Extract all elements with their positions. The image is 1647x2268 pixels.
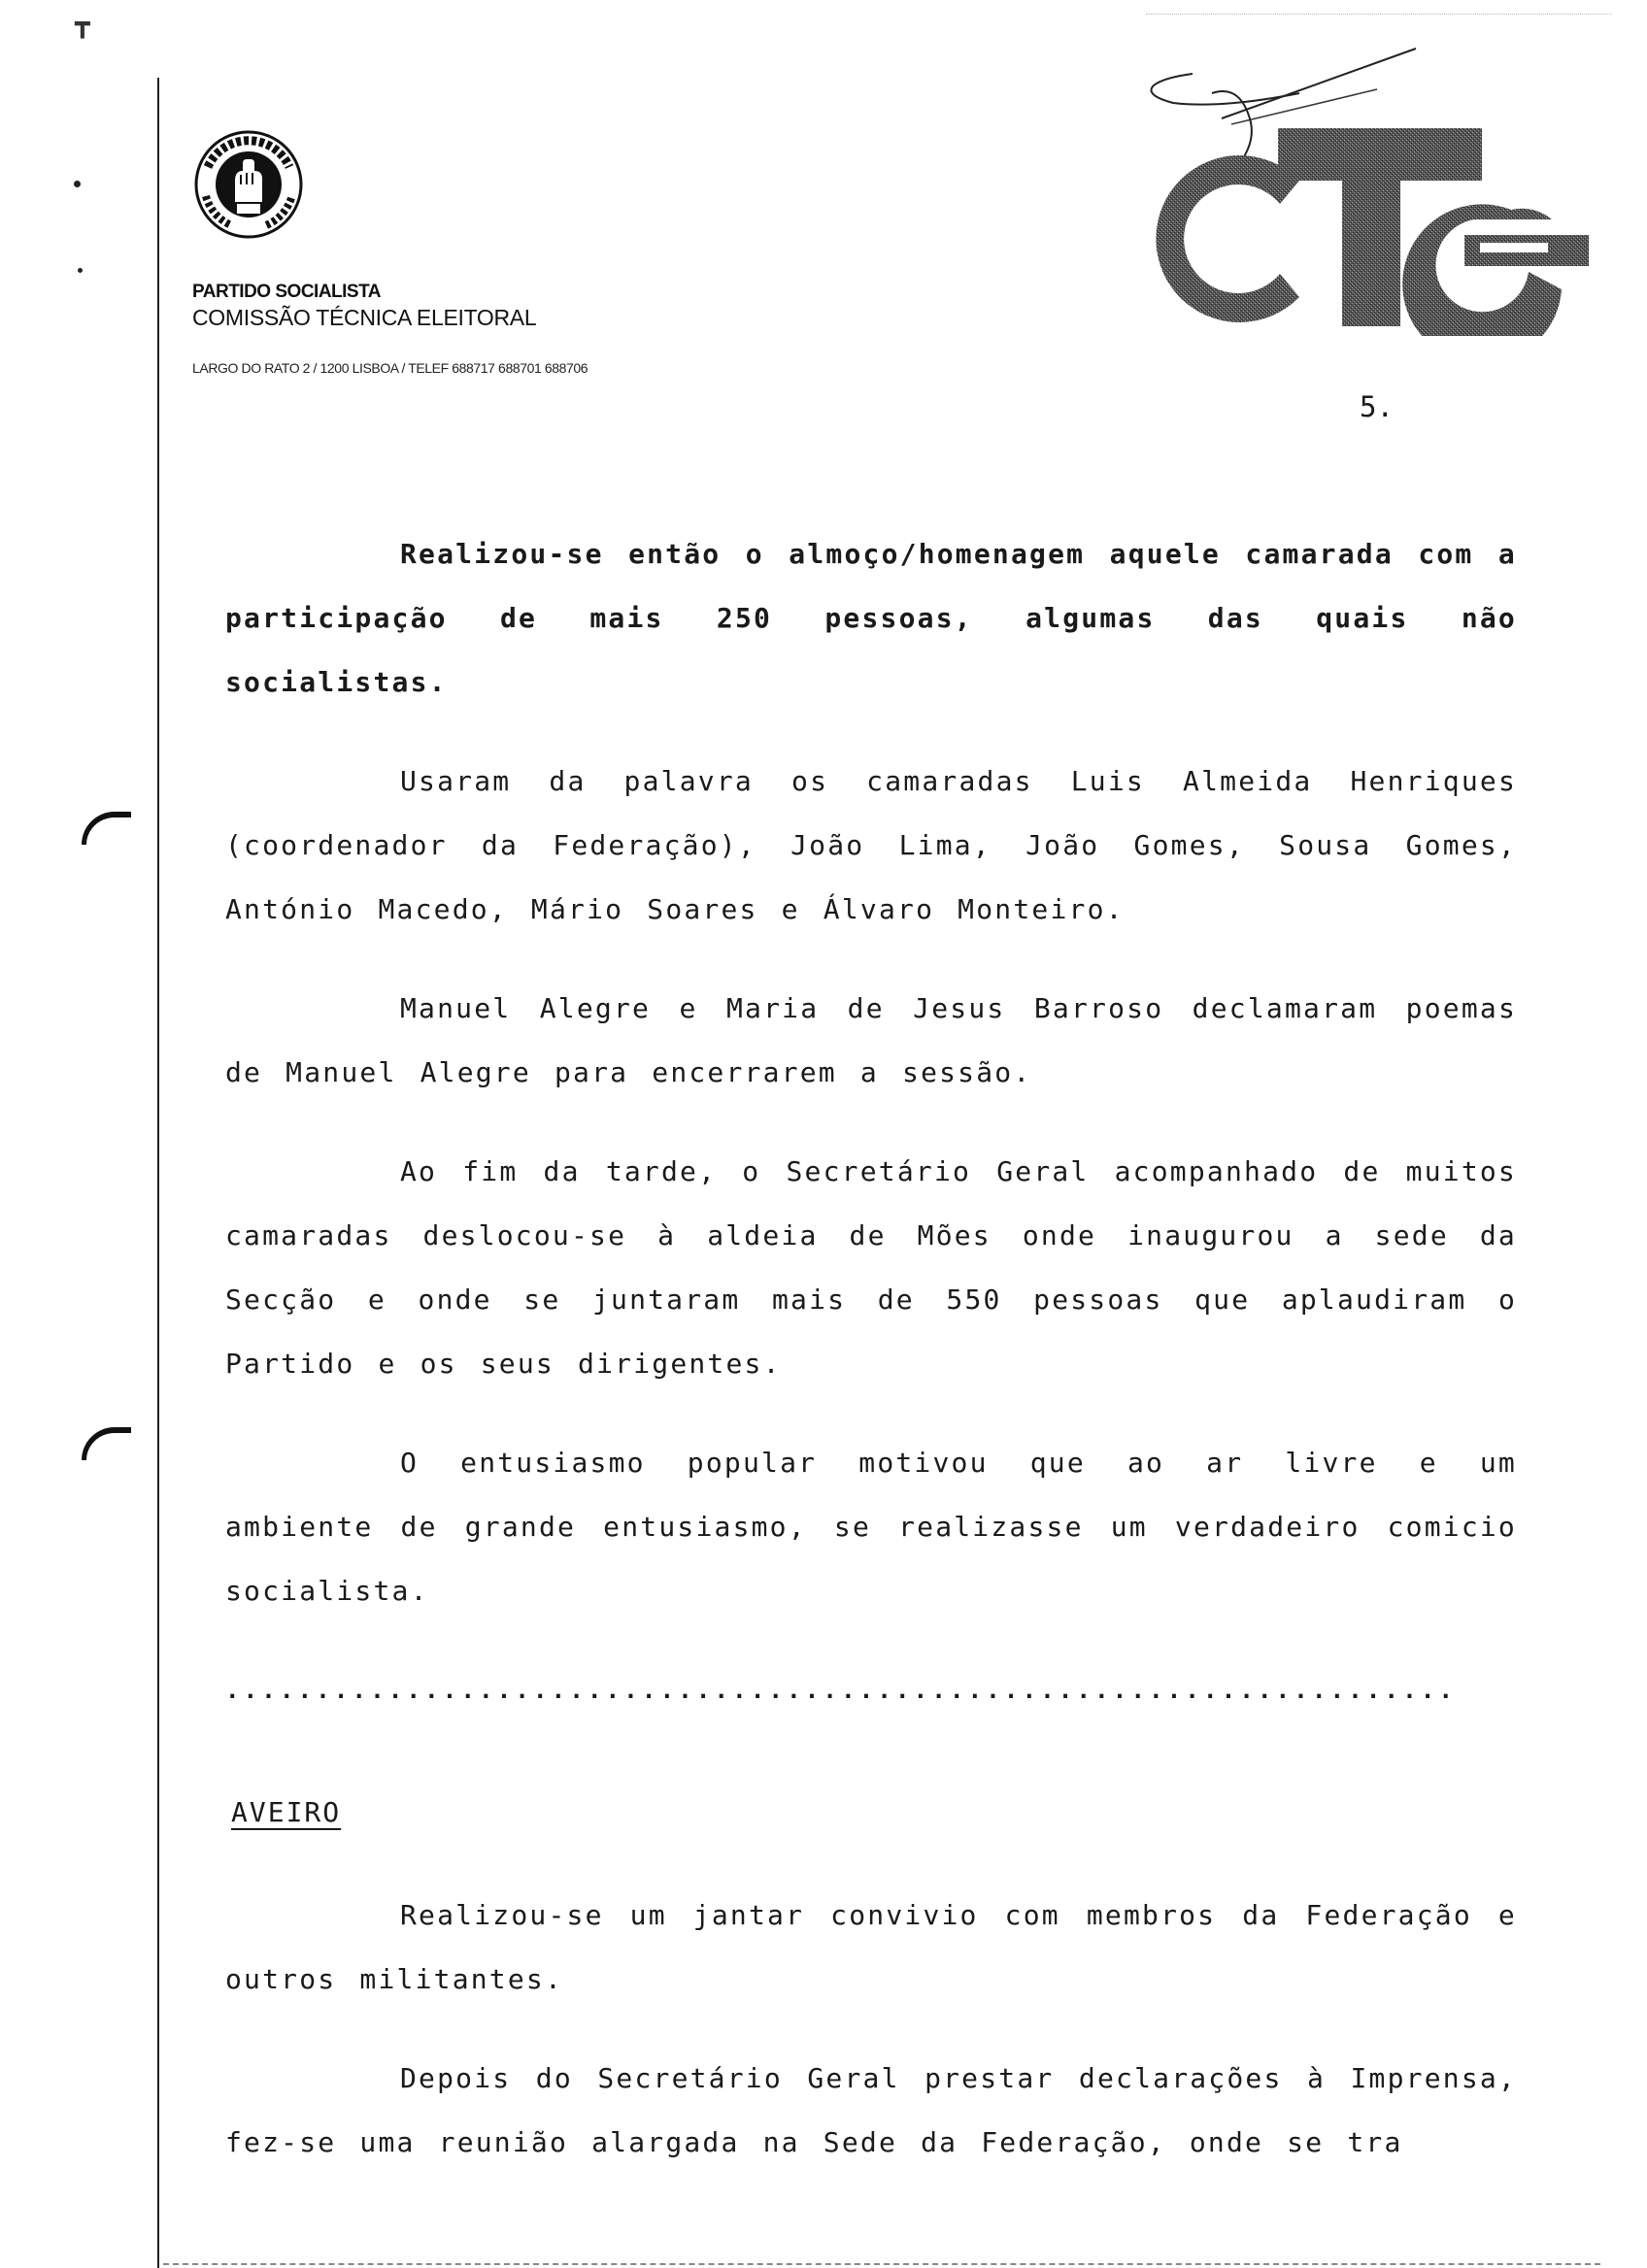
report-body bbox=[225, 522, 1517, 2210]
organization-name: PARTIDO SOCIALISTA bbox=[192, 282, 382, 302]
section-heading-aveiro: AVEIRO bbox=[231, 1796, 342, 1828]
paragraph-aveiro-dinner: Realizou-se um jantar convivio com membros da Federação e outros militantes. bbox=[225, 1899, 1517, 1995]
paragraph-lunch-tribute: Realizou-se então o almoço/homenagem aquele camarada com a participação de mais 250 pessoas, algumas das quais não socialistas. bbox=[225, 538, 1517, 698]
paragraph-rally: O entusiasmo popular motivou que ao ar livre e um ambiente de grande entusiasmo, se realizasse um verdadeiro comicio socialista. bbox=[225, 1447, 1517, 1607]
corner-tick-icon: ┳ bbox=[75, 10, 90, 39]
section-separator: .................................................................... bbox=[225, 1677, 1458, 1704]
paragraph-speakers: Usaram da palavra os camaradas Luis Almeida Henriques (coordenador da Federação), João Lima, João Gomes, Sousa Gomes, António Macedo, Mário Soares e Álvaro Monteiro. bbox=[225, 765, 1517, 925]
top-edge-rule bbox=[1146, 14, 1612, 15]
commission-name: COMISSÃO TÉCNICA ELEITORAL bbox=[192, 305, 537, 330]
punch-hole-mark bbox=[82, 812, 131, 845]
ps-fist-seal-icon bbox=[192, 128, 305, 241]
organization-address: LARGO DO RATO 2 / 1200 LISBOA / TELEF 688717 688701 688706 bbox=[192, 360, 588, 376]
scan-dot bbox=[74, 181, 81, 187]
paragraph-aveiro-meeting: Depois do Secretário Geral prestar declarações à Imprensa, fez-se uma reunião alargada na Sede da Federação, onde se tra bbox=[225, 2062, 1517, 2158]
paragraph-moes-visit: Ao fim da tarde, o Secretário Geral acompanhado de muitos camaradas deslocou-se à aldeia de Mões onde inaugurou a sede da Secção e onde se juntaram mais de 550 pessoas que aplaudiram o Partido e os seus dirigentes. bbox=[225, 1155, 1517, 1380]
punch-hole-mark bbox=[82, 1427, 131, 1460]
page-number: 5. bbox=[1360, 390, 1394, 423]
cte-logo-icon bbox=[1134, 35, 1597, 336]
paragraph-poems: Manuel Alegre e Maria de Jesus Barroso declamaram poemas de Manuel Alegre para encerrarem a sessão. bbox=[225, 992, 1517, 1088]
scan-dot bbox=[78, 268, 83, 273]
left-margin-rule bbox=[157, 78, 159, 2268]
bottom-edge-rule bbox=[163, 2263, 1600, 2265]
